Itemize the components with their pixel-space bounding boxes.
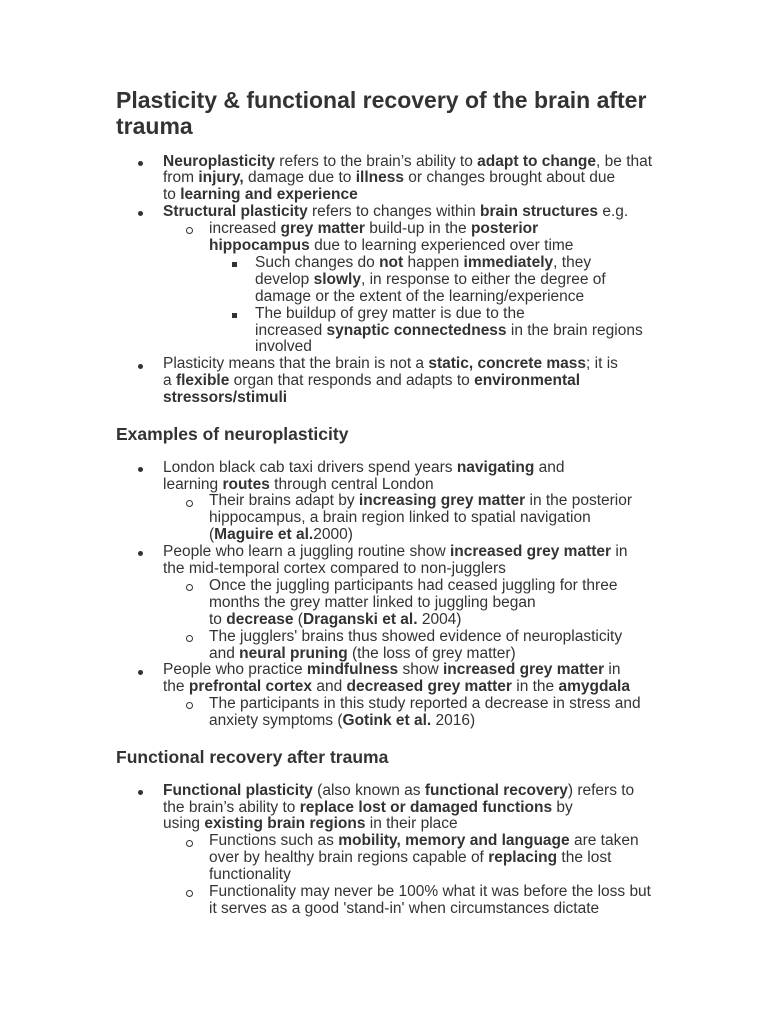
text: ( bbox=[293, 610, 303, 628]
text: through central London bbox=[269, 475, 434, 493]
text-line bbox=[209, 612, 676, 629]
text: in the brain regions bbox=[506, 321, 643, 339]
bold-text: replacing bbox=[488, 849, 558, 867]
text: in bbox=[604, 661, 621, 679]
text: from bbox=[163, 169, 199, 187]
text: London black cab taxi drivers spend years bbox=[163, 458, 457, 476]
bold-text: Neuroplasticity bbox=[163, 152, 275, 170]
functional-recovery-list bbox=[116, 783, 676, 918]
list-item-level-1 bbox=[116, 544, 676, 662]
list-item-level-2 bbox=[163, 833, 676, 884]
text: to bbox=[209, 610, 227, 628]
text: it serves as a good 'stand-in' when circumstances dictate bbox=[209, 899, 600, 917]
text: the brain’s ability to bbox=[163, 798, 300, 816]
bold-text: adapt to change bbox=[477, 152, 597, 170]
bold-text: environmental bbox=[474, 372, 581, 390]
bullet-disc-icon bbox=[138, 211, 143, 216]
sub-list bbox=[163, 696, 676, 730]
text: 2016) bbox=[431, 712, 476, 730]
text-line bbox=[255, 339, 676, 356]
text: Plasticity means that the brain is not a bbox=[163, 355, 429, 373]
text: Such changes do bbox=[255, 253, 380, 271]
bold-text: replace lost or damaged functions bbox=[299, 798, 553, 816]
bold-text: static, concrete mass bbox=[428, 355, 587, 373]
bold-text: routes bbox=[222, 475, 270, 493]
text-line bbox=[163, 561, 676, 578]
bullet-disc-icon bbox=[138, 161, 143, 166]
bold-text: decreased grey matter bbox=[346, 678, 512, 696]
text: in their place bbox=[365, 815, 458, 833]
text: happen bbox=[403, 253, 464, 271]
text: anxiety symptoms ( bbox=[209, 712, 343, 730]
list-item-level-1 bbox=[116, 204, 676, 356]
text-line bbox=[163, 154, 676, 171]
bullet-circle-icon bbox=[186, 890, 193, 897]
bullet-square-icon bbox=[232, 262, 237, 267]
page-title: Plasticity & functional recovery of the brain after trauma bbox=[116, 87, 647, 139]
text-line bbox=[209, 510, 676, 527]
text: and bbox=[209, 644, 240, 662]
document-body bbox=[116, 87, 676, 918]
text: involved bbox=[255, 338, 312, 356]
list-item-level-2 bbox=[163, 493, 676, 544]
text-line bbox=[209, 867, 676, 884]
text: hippocampus, a brain region linked to spatial navigation bbox=[209, 509, 591, 527]
text: or changes brought about due bbox=[403, 169, 616, 187]
text-line bbox=[209, 595, 676, 612]
text-line bbox=[255, 255, 676, 272]
bold-text: increasing grey matter bbox=[358, 492, 526, 510]
text-line bbox=[163, 373, 676, 390]
list-item-level-2 bbox=[163, 629, 676, 663]
section-heading-examples: Examples of neuroplasticity bbox=[116, 424, 349, 445]
bold-text: flexible bbox=[175, 372, 230, 390]
text: 2004) bbox=[417, 610, 462, 628]
sub-list bbox=[163, 833, 676, 918]
text: 2000) bbox=[313, 526, 353, 544]
text-line bbox=[163, 460, 676, 477]
bold-text: prefrontal cortex bbox=[188, 678, 313, 696]
text-line bbox=[209, 221, 676, 238]
bold-text: amygdala bbox=[558, 678, 630, 696]
list-item-level-2 bbox=[163, 578, 676, 629]
text-line bbox=[163, 187, 676, 204]
text: ) refers to bbox=[567, 781, 635, 799]
bullet-circle-icon bbox=[186, 227, 193, 234]
text: refers to changes within bbox=[307, 203, 481, 221]
text-line bbox=[163, 390, 676, 407]
bullet-disc-icon bbox=[138, 467, 143, 472]
text: are taken bbox=[569, 832, 639, 850]
bold-text: slowly bbox=[313, 270, 361, 288]
text: develop bbox=[255, 270, 314, 288]
text: increased bbox=[255, 321, 327, 339]
text-line bbox=[209, 646, 676, 663]
text: increased bbox=[209, 220, 281, 238]
text: The buildup of grey matter is due to the bbox=[255, 304, 525, 322]
text: , be that bbox=[596, 152, 653, 170]
bold-text: grey matter bbox=[280, 220, 365, 238]
text: learning bbox=[163, 475, 223, 493]
text-line bbox=[209, 901, 676, 918]
text: ( bbox=[209, 526, 215, 544]
text-line bbox=[163, 356, 676, 373]
bold-text: Maguire et al. bbox=[214, 526, 314, 544]
text-line bbox=[163, 816, 676, 833]
text-line bbox=[209, 578, 676, 595]
list-item-level-1 bbox=[116, 356, 676, 407]
text: and bbox=[312, 678, 347, 696]
text-line bbox=[209, 884, 676, 901]
bold-text: decrease bbox=[226, 610, 294, 628]
bold-text: Structural plasticity bbox=[163, 203, 308, 221]
examples-list bbox=[116, 460, 676, 731]
bullet-disc-icon bbox=[138, 364, 143, 369]
text-line bbox=[209, 629, 676, 646]
text-line bbox=[163, 477, 676, 494]
text-line bbox=[163, 800, 676, 817]
bold-text: mobility, memory and language bbox=[338, 832, 570, 850]
bold-text: increased grey matter bbox=[443, 661, 605, 679]
bold-text: hippocampus bbox=[209, 237, 310, 255]
intro-list bbox=[116, 154, 676, 408]
text: , in response to either the degree of bbox=[361, 270, 606, 288]
list-item-level-2 bbox=[163, 221, 676, 356]
text-line bbox=[163, 662, 676, 679]
text: Functionality may never be 100% what it was before the loss but bbox=[209, 883, 651, 901]
text: damage or the extent of the learning/experience bbox=[255, 287, 585, 305]
text-line bbox=[209, 696, 676, 713]
sub-list bbox=[163, 578, 676, 663]
text: a bbox=[163, 372, 176, 390]
list-item-level-2 bbox=[163, 696, 676, 730]
text-line bbox=[163, 544, 676, 561]
text: The jugglers' brains thus showed evidence of neuroplasticity bbox=[209, 627, 623, 645]
bold-text: functional recovery bbox=[424, 781, 568, 799]
text-line bbox=[163, 170, 676, 187]
bullet-square-icon bbox=[232, 313, 237, 318]
list-item-level-1 bbox=[116, 662, 676, 730]
bold-text: posterior bbox=[470, 220, 539, 238]
text: the bbox=[163, 678, 189, 696]
text: Their brains adapt by bbox=[209, 492, 359, 510]
bullet-circle-icon bbox=[186, 635, 193, 642]
text: to bbox=[163, 186, 181, 204]
sub-list bbox=[163, 493, 676, 544]
text-line bbox=[209, 850, 676, 867]
bullet-circle-icon bbox=[186, 702, 193, 709]
bold-text: injury, bbox=[198, 169, 244, 187]
bullet-disc-icon bbox=[138, 670, 143, 675]
text: in the bbox=[511, 678, 559, 696]
text: , they bbox=[553, 253, 592, 271]
bold-text: Functional plasticity bbox=[163, 781, 313, 799]
bold-text: existing brain regions bbox=[204, 815, 366, 833]
text: due to learning experienced over time bbox=[309, 237, 574, 255]
text-line bbox=[209, 833, 676, 850]
bold-text: Draganski et al. bbox=[302, 610, 418, 628]
text: in bbox=[611, 543, 628, 561]
text-line bbox=[163, 679, 676, 696]
text: organ that responds and adapts to bbox=[229, 372, 475, 390]
bullet-disc-icon bbox=[138, 551, 143, 556]
list-item-level-3 bbox=[209, 255, 676, 306]
list-item-level-1 bbox=[116, 783, 676, 918]
bold-text: increased grey matter bbox=[449, 543, 612, 561]
bold-text: not bbox=[379, 253, 404, 271]
text: months the grey matter linked to juggling began bbox=[209, 593, 536, 611]
bold-text: brain structures bbox=[480, 203, 599, 221]
bold-text: stressors/stimuli bbox=[163, 389, 288, 407]
bullet-circle-icon bbox=[186, 840, 193, 847]
text-line bbox=[255, 289, 676, 306]
text: Once the juggling participants had ceased juggling for three bbox=[209, 576, 618, 594]
bold-text: learning and experience bbox=[180, 186, 358, 204]
text: Functions such as bbox=[209, 832, 339, 850]
text: People who learn a juggling routine show bbox=[163, 543, 450, 561]
text-line bbox=[255, 272, 676, 289]
text-line bbox=[209, 713, 676, 730]
text: in the posterior bbox=[525, 492, 633, 510]
text: using bbox=[163, 815, 205, 833]
text: The participants in this study reported a decrease in stress and bbox=[209, 695, 641, 713]
bullet-circle-icon bbox=[186, 584, 193, 591]
text-line bbox=[255, 306, 676, 323]
text: the lost bbox=[557, 849, 612, 867]
bold-text: Gotink et al. bbox=[342, 712, 432, 730]
bold-text: navigating bbox=[456, 458, 535, 476]
text: ; it is bbox=[586, 355, 618, 373]
text: by bbox=[552, 798, 573, 816]
list-item-level-1 bbox=[116, 460, 676, 545]
text: refers to the brain’s ability to bbox=[274, 152, 478, 170]
bold-text: neural pruning bbox=[239, 644, 348, 662]
text: the mid-temporal cortex compared to non-jugglers bbox=[163, 560, 506, 578]
text: over by healthy brain regions capable of bbox=[209, 849, 489, 867]
text: show bbox=[398, 661, 443, 679]
bold-text: illness bbox=[355, 169, 404, 187]
text-line bbox=[209, 527, 676, 544]
sub-list bbox=[209, 255, 676, 356]
text: (also known as bbox=[312, 781, 425, 799]
bullet-disc-icon bbox=[138, 790, 143, 795]
list-item-level-1 bbox=[116, 154, 676, 205]
list-item-level-2 bbox=[163, 884, 676, 918]
text: People who practice bbox=[163, 661, 307, 679]
bold-text: synaptic connectedness bbox=[326, 321, 507, 339]
text: damage due to bbox=[243, 169, 356, 187]
section-heading-functional-recovery: Functional recovery after trauma bbox=[116, 747, 389, 768]
text-line bbox=[163, 204, 676, 221]
bold-text: mindfulness bbox=[306, 661, 399, 679]
bullet-circle-icon bbox=[186, 500, 193, 507]
text: and bbox=[534, 458, 565, 476]
bold-text: immediately bbox=[463, 253, 554, 271]
text-line bbox=[255, 323, 676, 340]
text: functionality bbox=[209, 866, 291, 884]
text: (the loss of grey matter) bbox=[347, 644, 516, 662]
text-line bbox=[209, 238, 676, 255]
text-line bbox=[163, 783, 676, 800]
sub-list bbox=[163, 221, 676, 356]
text-line bbox=[209, 493, 676, 510]
list-item-level-3 bbox=[209, 306, 676, 357]
text: build-up in the bbox=[364, 220, 471, 238]
text: e.g. bbox=[598, 203, 629, 221]
